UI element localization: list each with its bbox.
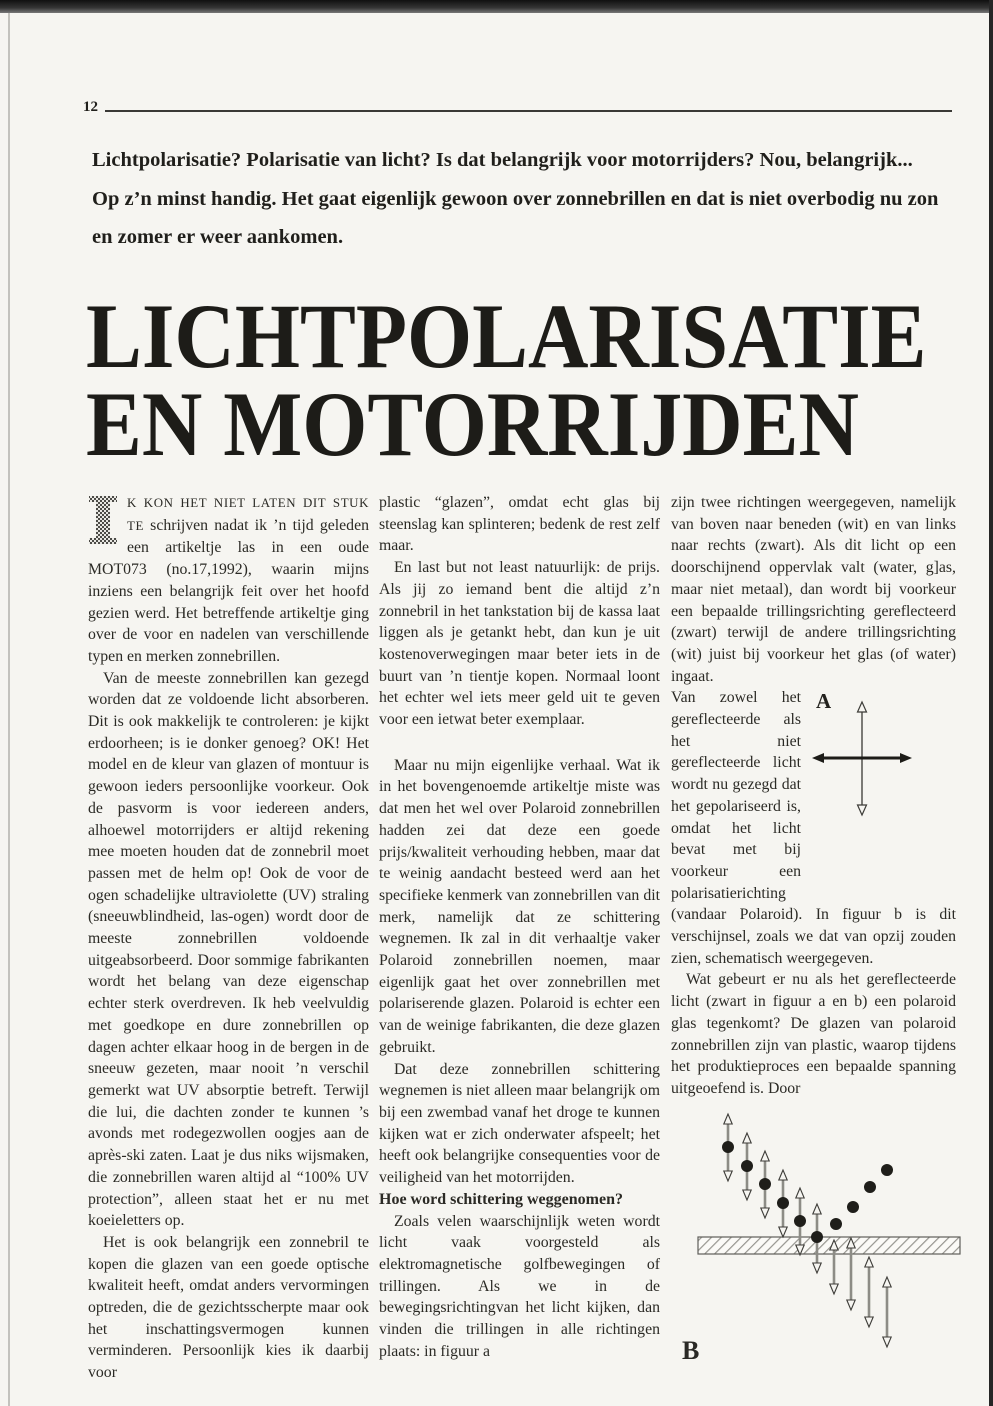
figure-a-label: A [816, 689, 832, 714]
section-heading: Hoe word schittering weggenomen? [379, 1190, 623, 1208]
header-rule [105, 110, 952, 112]
polarization-cross-diagram [812, 699, 912, 819]
scan-edge-top [0, 0, 993, 13]
column-2 [379, 492, 660, 1362]
paragraph-text: schrijven nadat ik ’n tijd geleden een artikeltje las in een oude MOT073 (no.17,1992), waarin mijns inziens een belangrijk feit over het hoofd gezien werd. Het betreffende artikeltje ging over de voor en nadelen van verschillende typen en merken zonnebrillen. [88, 516, 369, 665]
paragraph-with-figure [671, 687, 956, 969]
paragraph: zijn twee richtingen weergegeven, namelijk van boven naar beneden (wit) en van links naar rechts (zwart). Als dit licht op een doorschijnend oppervlak valt (water, g]as, maar niet metaal), dan wordt bij voorkeur een bepaalde trillingsrichting gereflecteerd (zwart) terwijl de andere trillingsrichting (wit) juist bij voorkeur het glas (of water) ingaat. [671, 494, 956, 685]
column-3 [671, 492, 956, 1100]
paragraph: Maar nu mijn eigenlijke verhaal. Wat ik in het bovengenoemde artikeltje miste was dat men het wel over Polaroid zonnebrillen hadden zei dat deze een goede prijs/kwaliteit verhouding hebben, maar dat te weinig aandacht besteed werd aan het specifieke kenmerk van zonnebrillen van dit merk, namelijk dat ze schittering wegnemen. Ik zal in dit verhaaltje vaker Polaroid zonnebrillen noemen, maar eigenlijk gaat het over zonnebrillen met polariserende glazen. Polaroid is echter een van de weinige fabrikanten, die deze glazen gebruikt. [379, 756, 660, 1056]
dropcap-letter-I [88, 496, 118, 544]
column-1 [88, 492, 369, 1384]
paragraph: plastic “glazen”, omdat echt glas bij steenslag kan splinteren; bedenk de rest zelf maar. [379, 494, 660, 555]
scan-edge-left [8, 13, 10, 1406]
article-title-line2: EN MOTORRIJDEN [86, 373, 859, 475]
article-title [86, 285, 993, 475]
figure-b-label: B [682, 1336, 700, 1365]
paragraph: Zoals velen waarschijnlijk weten wordt licht vaak voorgesteld als elektromagnetische golfbewegingen of trillingen. Als we in de bewegingsrichtingvan het licht kijken, dan vinden die trillingen in alle richtingen plaats: in figuur a [379, 1212, 660, 1360]
paragraph-text: Van zowel het gereflecteerde als het niet gereflecteerde licht wordt nu gezegd dat het gepolariseerd is, omdat het licht bevat met bij voorkeur een polarisatierichting (vandaar Polaroid). In figuur b is dit verschijnsel, zoals we dat van opzij zouden zien, schematisch weergegeven. [671, 689, 956, 967]
figure-a [808, 689, 956, 881]
figure-b-reflection-diagram [660, 1080, 993, 1406]
paragraph [88, 492, 369, 668]
reflected-ray [830, 1164, 893, 1230]
glass-surface-bar [698, 1237, 960, 1254]
intro-paragraph: Lichtpolarisatie? Polarisatie van licht? Is dat belangrijk voor motorrijders? Nou, belangrijk... Op z’n minst handig. Het gaat eigenlijk gewoon over zonnebrillen en dat is niet overbodig nu zon en zomer er weer aankomen. [92, 149, 939, 248]
lead-small-caps: K KON HET NIET LATEN DIT STUK TE [127, 496, 369, 533]
paragraph: Wat gebeurt er nu als het gereflecteerde licht (zwart in figuur a en b) een polaroid glas tegenkomt? De glazen van polaroid zonnebrillen zijn van plastic, waarop tijdens het produktieproces een bepaalde spanning uitgeoefend is. Door [671, 971, 956, 1097]
page-number: 12 [83, 99, 98, 115]
paragraph: En last but not least natuurlijk: de prijs. Als jij zo iemand bent die altijd z’n zonnebril in het tankstation bij de kassa laat liggen als je getankt hebt, dan kun je uit kostenoverwegingen maar beter iets in de buurt van ’n tientje kopen. Normaal loont het echter wel iets meer geld uit te geven voor een ietwat beter exemplaar. [379, 559, 660, 729]
paragraph: Dat deze zonnebrillen schittering wegnemen is niet alleen maar belangrijk om bij een zwembad vanaf het droge te kunnen kijken wat er zich onderwater afspeelt; het heeft ook belangrijke consequenties voor de veiligheid van het motorrijden. [379, 1060, 660, 1187]
paragraph: Van de meeste zonnebrillen kan gezegd worden dat ze voldoende licht absorberen. Dit is ook makkelijk te controleren: je kijkt erdoorheen; is ie donker genoeg? OK! Het model en de kleur van glazen of montuur is gewoon ieders persoonlijke voorkeur. Ook de pasvorm is voor iedereen anders, alhoewel motorrijders er altijd rekening mee moeten houden dat de zonnebril moet passen met de helm op! Ook de voor de ogen schadelijke ultraviolette (UV) straling (sneeuwblindheid, las-ogen) wordt door de meeste zonnebrillen voldoende uitgeabsorbeerd. Door sommige fabrikanten wordt het belang van deze eigenschap echter sterk overdreven. Ik heb veelvuldig met goedkope en dure zonnebrillen op dagen achter elkaar hoog in de bergen in de sneeuw gezeten, maar nooit ’n verschil gemerkt wat UV absorptie betreft. Terwijl die lui, die dachten zonder te kunnen ’s avonds met rodegezwollen oogjes aan de après-ski zaten. Laat je dus niks wijsmaken, die zonnebrillen waren altijd al “100% UV protection”, alleen staat het er nu met koeieletters op. [88, 669, 369, 1230]
paragraph: Het is ook belangrijk een zonnebril te kopen die glazen van een goede optische kwaliteit heeft, omdat anders vervormingen optreden, die de gezichtsscherpte maar ook het inschattingsvermogen kunnen verminderen. Persoonlijk kies ik daarbij voor [88, 1233, 369, 1382]
article-title-line1: LICHTPOLARISATIE [86, 285, 927, 387]
